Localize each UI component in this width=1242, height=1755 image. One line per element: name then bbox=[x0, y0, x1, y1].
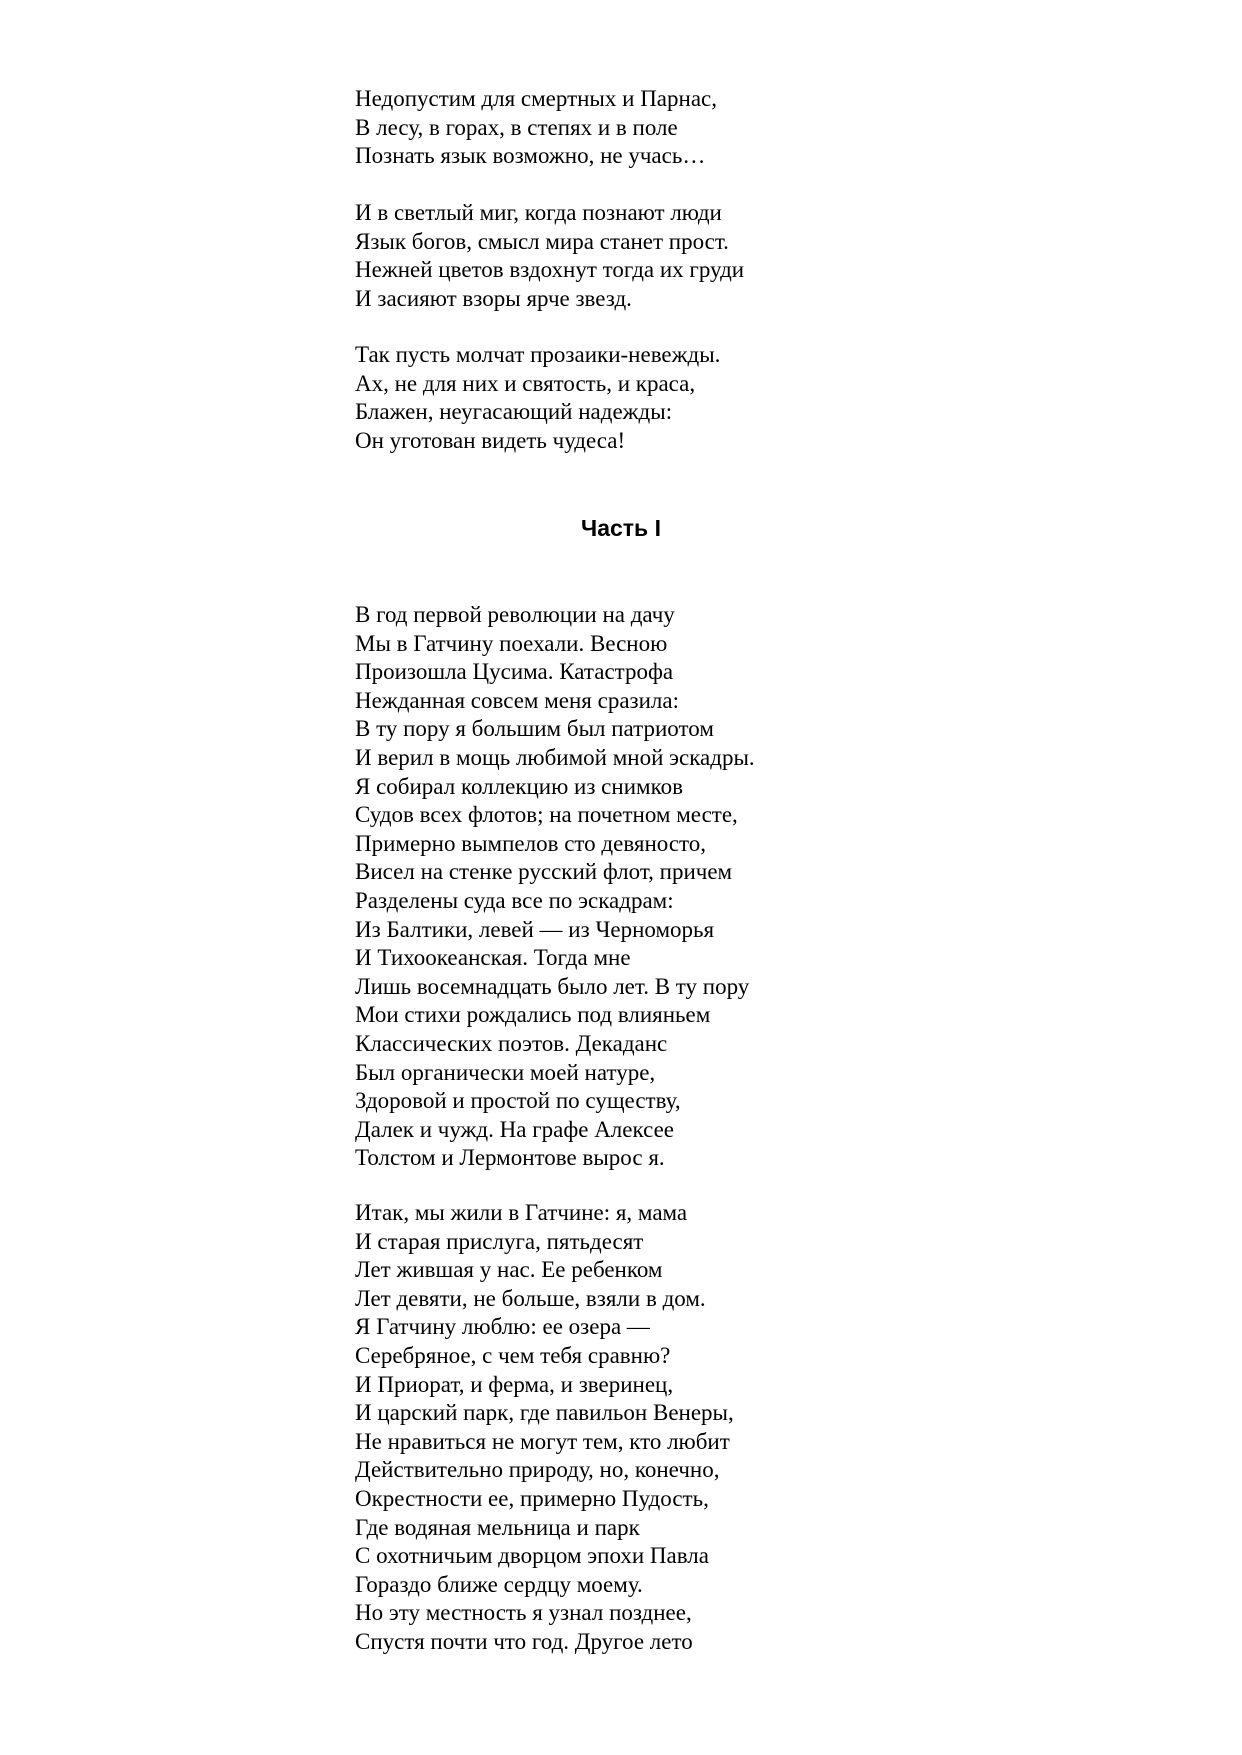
poem-line: Но эту местность я узнал позднее, bbox=[355, 1600, 692, 1626]
poem-line: Язык богов, смысл мира станет прост. bbox=[355, 228, 729, 254]
poem-line: Не нравиться не могут тем, кто любит bbox=[355, 1428, 730, 1454]
poem-line: И в светлый миг, когда познают люди bbox=[355, 200, 722, 225]
poem-line: Спустя почти что год. Другое лето bbox=[355, 1628, 693, 1654]
poem-line: Судов всех флотов; на почетном месте, bbox=[355, 802, 738, 828]
poem-line: И засияют взоры ярче звезд. bbox=[355, 285, 632, 311]
poem-line: Произошла Цусима. Катастрофа bbox=[355, 659, 674, 685]
poem-line: Итак, мы жили в Гатчине: я, мама bbox=[355, 1200, 688, 1225]
poem-line: Мы в Гатчину поехали. Весною bbox=[355, 630, 668, 656]
intro-stanza bbox=[355, 341, 720, 455]
part-heading: Часть I bbox=[581, 515, 661, 541]
part-stanza bbox=[355, 601, 755, 1173]
poem-line: И царский парк, где павильон Венеры, bbox=[355, 1400, 734, 1426]
poem-line: С охотничьим дворцом эпохи Павла bbox=[355, 1543, 709, 1569]
poem-line: Нежданная совсем меня сразила: bbox=[355, 687, 679, 713]
poem-line: Он уготован видеть чудеса! bbox=[355, 427, 626, 453]
intro-stanza bbox=[355, 85, 717, 171]
poem-line: Недопустим для смертных и Парнас, bbox=[355, 86, 717, 111]
poem-line: И верил в мощь любимой мной эскадры. bbox=[355, 744, 755, 770]
poem-line: Серебряное, с чем тебя сравню? bbox=[355, 1342, 671, 1368]
poem-line: Я Гатчину люблю: ее озера — bbox=[355, 1314, 650, 1340]
poem-line: Нежней цветов вздохнут тогда их груди bbox=[355, 257, 745, 283]
poem-line: Гораздо ближе сердцу моему. bbox=[355, 1571, 643, 1597]
poem-line: Разделены суда все по эскадрам: bbox=[355, 887, 674, 913]
intro-stanza bbox=[355, 199, 744, 313]
poem-line: Я собирал коллекцию из снимков bbox=[355, 773, 683, 799]
poem-line: И Приорат, и ферма, и зверинец, bbox=[355, 1371, 674, 1397]
poem-line: Висел на стенке русский флот, причем bbox=[355, 859, 733, 885]
poem-line: Мои стихи рождались под влияньем bbox=[355, 1002, 711, 1028]
poem-line: Из Балтики, левей — из Черноморья bbox=[355, 916, 715, 942]
poem-line: Познать язык возможно, не учась… bbox=[355, 143, 706, 169]
poem-line: Далек и чужд. На графе Алексее bbox=[355, 1116, 675, 1142]
poem-line: Лет жившая у нас. Ее ребенком bbox=[355, 1257, 663, 1283]
poem-line: Блажен, неугасающий надежды: bbox=[355, 399, 673, 425]
poem-line: Где водяная мельница и парк bbox=[355, 1514, 640, 1540]
poem-line: Ах, не для них и святость, и краса, bbox=[355, 370, 696, 396]
poem-line: Классических поэтов. Декаданс bbox=[355, 1030, 668, 1056]
poem-line: Действительно природу, но, конечно, bbox=[355, 1457, 720, 1483]
poem-line: Так пусть молчат прозаики-невежды. bbox=[355, 342, 721, 367]
poem-line: Толстом и Лермонтове вырос я. bbox=[355, 1145, 665, 1171]
poem-line: В лесу, в горах, в степях и в поле bbox=[355, 114, 678, 140]
poem-line: В ту пору я большим был патриотом bbox=[355, 716, 714, 742]
poem-line: Лишь восемнадцать было лет. В ту пору bbox=[355, 973, 750, 999]
poem-line: И старая прислуга, пятьдесят bbox=[355, 1228, 644, 1254]
poem-line: Лет девяти, не больше, взяли в дом. bbox=[355, 1285, 706, 1311]
poem-line: В год первой революции на дачу bbox=[355, 602, 675, 627]
poem-line: И Тихоокеанская. Тогда мне bbox=[355, 945, 631, 971]
part-stanza bbox=[355, 1199, 734, 1657]
poem-line: Примерно вымпелов сто девяносто, bbox=[355, 830, 707, 856]
poem-line: Окрестности ее, примерно Пудость, bbox=[355, 1485, 709, 1511]
poem-line: Здоровой и простой по существу, bbox=[355, 1088, 681, 1114]
poem-line: Был органически моей натуре, bbox=[355, 1059, 656, 1085]
